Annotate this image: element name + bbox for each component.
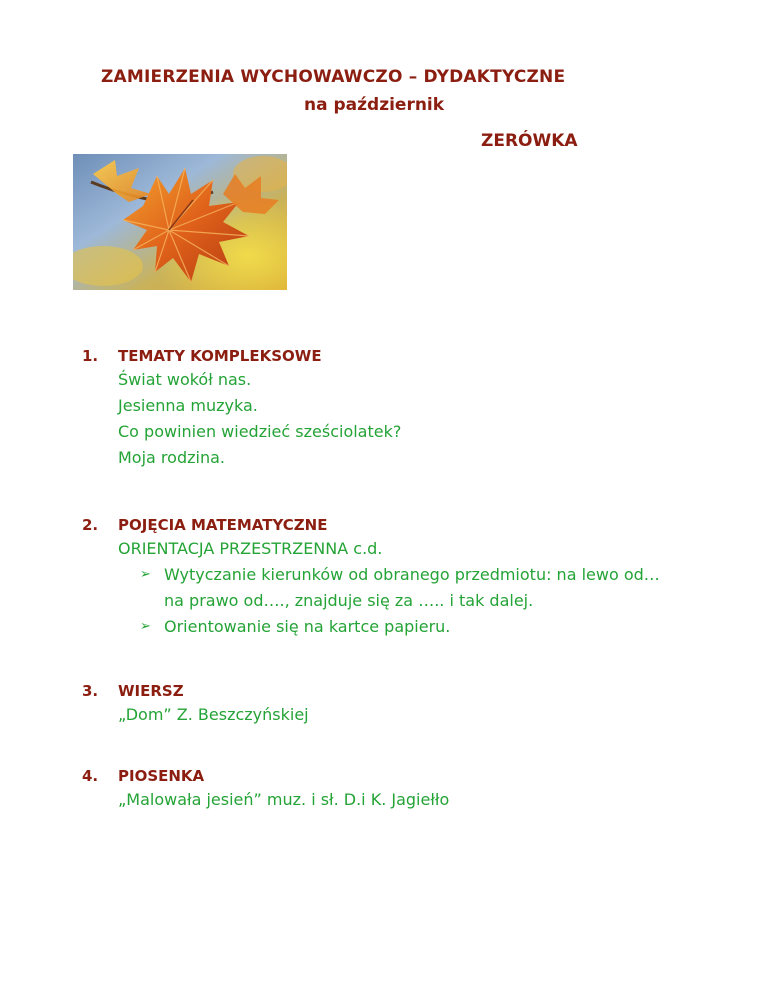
bullet-text: Orientowanie się na kartce papieru. [164, 617, 451, 636]
bullet-item [118, 562, 722, 614]
bullet-text: Wytyczanie kierunków od obranego przedmiotu: na lewo od… na prawo od…., znajduje się za ….. i tak dalej. [164, 565, 660, 610]
arrow-bullet-icon: ➢ [140, 619, 151, 634]
topic-line: Świat wokół nas. [118, 370, 252, 389]
subheading-line: ORIENTACJA PRZESTRZENNA c.d. [118, 539, 383, 558]
section-number: 3. [82, 682, 99, 700]
poem-line: „Dom” Z. Beszczyńskiej [118, 705, 309, 724]
bullet-item [118, 614, 722, 640]
section-number: 1. [82, 347, 99, 365]
section-pojecia-matematyczne [82, 514, 722, 640]
topic-line: Jesienna muzyka. [118, 396, 258, 415]
song-line: „Malowała jesień” muz. i sł. D.i K. Jagiełło [118, 790, 450, 809]
title-line-1: ZAMIERZENIA WYCHOWAWCZO – DYDAKTYCZNE [101, 67, 566, 87]
section-heading: TEMATY KOMPLEKSOWE [118, 347, 322, 365]
title-line-2: na październik [304, 95, 445, 115]
section-heading: WIERSZ [118, 682, 184, 700]
section-heading: POJĘCIA MATEMATYCZNE [118, 516, 328, 534]
section-tematy-kompleksowe [82, 345, 722, 471]
title-line-3: ZERÓWKA [481, 131, 578, 151]
arrow-bullet-icon: ➢ [140, 567, 151, 582]
topic-line: Co powinien wiedzieć sześciolatek? [118, 422, 402, 441]
section-number: 4. [82, 767, 99, 785]
section-wiersz [82, 680, 722, 728]
autumn-leaf-photo [73, 154, 287, 290]
topic-line: Moja rodzina. [118, 448, 225, 467]
section-piosenka [82, 765, 722, 813]
section-heading: PIOSENKA [118, 767, 205, 785]
section-number: 2. [82, 516, 99, 534]
